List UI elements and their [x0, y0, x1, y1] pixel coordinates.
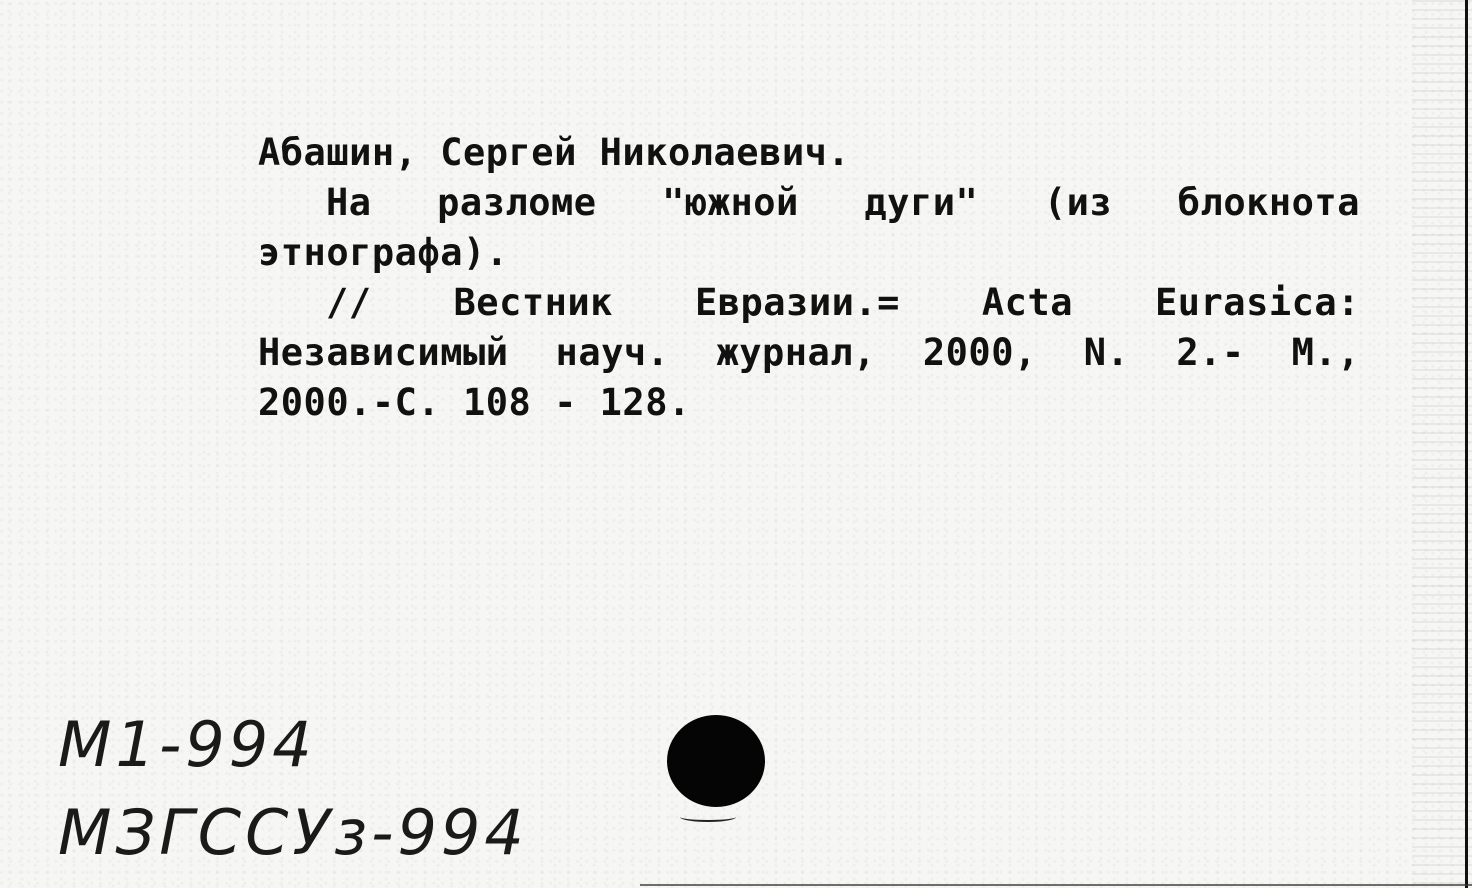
title-line-1-word: блокнота — [1177, 181, 1360, 224]
source-line-1-word: Acta — [981, 281, 1073, 324]
title-line-1-word: "южной — [662, 181, 799, 224]
source-line-1-word: Eurasica: — [1154, 281, 1360, 324]
shelfmark-2: МЗГССУз-994 — [58, 796, 528, 869]
title-line-1-word: дуги" — [864, 181, 979, 224]
bibliographic-entry — [258, 128, 1360, 428]
author-heading: Абашин, Сергей Николаевич. — [258, 131, 851, 174]
source-line-3: 2000.-С. 108 - 128. — [258, 381, 691, 424]
title-line-1-word: На — [326, 181, 372, 224]
source-line-2-word: 2.- — [1176, 331, 1245, 374]
shelfmark-1: М1-994 — [58, 708, 316, 781]
source-line-2-word: 2000, — [922, 331, 1037, 374]
punch-hole — [667, 715, 765, 807]
source-line-2-word: журнал, — [716, 331, 876, 374]
title-line-2: этнографа). — [258, 231, 509, 274]
title-line-1 — [258, 178, 1360, 228]
title-line-1-word: разломе — [437, 181, 597, 224]
card-border-bottom — [640, 884, 1472, 886]
source-line-1 — [258, 278, 1360, 328]
card-border-right — [1465, 0, 1468, 888]
source-line-2-word: науч. — [555, 331, 670, 374]
title-line-1-word: (из — [1043, 181, 1113, 224]
source-line-1-word: Евразии.= — [694, 281, 900, 324]
punch-hole-mark — [680, 812, 736, 822]
source-line-2 — [258, 328, 1360, 378]
source-line-1-word: Вестник — [453, 281, 613, 324]
source-line-2-word: М., — [1291, 331, 1360, 374]
card-edge-noise — [1412, 0, 1472, 888]
source-line-2-word: Независимый — [258, 331, 509, 374]
source-line-2-word: N. — [1083, 331, 1130, 374]
source-line-1-word: // — [326, 281, 372, 324]
